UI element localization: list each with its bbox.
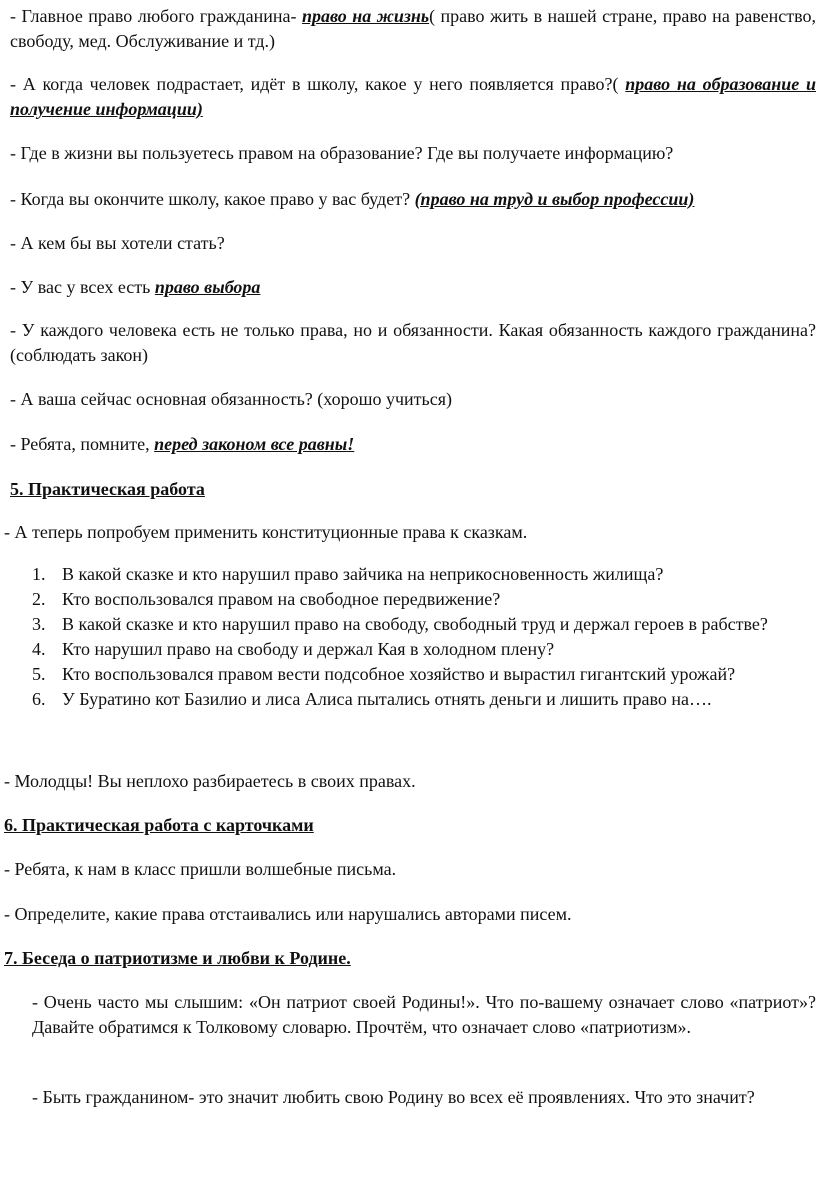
paragraph-right-to-education: [10, 72, 816, 122]
emphasis-all-equal: перед законом все равны!: [154, 434, 355, 454]
list-item: [22, 687, 816, 712]
paragraph-duties: - У каждого человека есть не только права, но и обязанности. Какая обязанность каждого гражданина? (соблюдать закон): [10, 320, 816, 365]
text-run: ( право жить в нашей стране, право на равенство, свободу, мед. Обслуживание и тд.): [10, 6, 816, 51]
paragraph-where-education: - Где в жизни вы пользуетесь правом на образование? Где вы получаете информацию?: [10, 143, 674, 163]
list-item-text: У Буратино кот Базилио и лиса Алиса пытались отнять деньги и лишить право на….: [62, 689, 712, 709]
list-item-number: 4.: [32, 639, 46, 659]
section-6-paragraph-define: - Определите, какие права отстаивались или нарушались авторами писем.: [4, 904, 572, 924]
text-run: - Ребята, помните,: [10, 434, 155, 454]
text-run: - А когда человек подрастает, идёт в школу, какое у него появляется право?(: [10, 74, 626, 94]
section-7-heading: 7. Беседа о патриотизме и любви к Родине.: [4, 948, 351, 968]
emphasis-right-to-education: право на образование и получение информации): [10, 74, 816, 119]
list-item: [22, 637, 816, 662]
list-item-text: В какой сказке и кто нарушил право зайчика на неприкосновенность жилища?: [62, 564, 664, 584]
tasks-list: [22, 562, 816, 712]
section-5-intro: - А теперь попробуем применить конституционные права к сказкам.: [4, 522, 528, 542]
section-7-paragraph-patriot: - Очень часто мы слышим: «Он патриот своей Родины!». Что по-вашему означает слово «патриот»? Давайте обратимся к Толковому словарю. Прочтём, что означает слово «патриотизм».: [32, 992, 816, 1037]
list-item: [22, 587, 816, 612]
list-item-number: 2.: [32, 589, 46, 609]
emphasis-right-to-work: (право на труд и выбор профессии): [414, 189, 695, 209]
section-5-heading: 5. Практическая работа: [10, 479, 205, 499]
paragraph-right-to-life: [10, 4, 816, 54]
list-item-text: Кто воспользовался правом вести подсобное хозяйство и вырастил гигантский урожай?: [62, 664, 736, 684]
emphasis-right-of-choice: право выбора: [154, 277, 261, 297]
list-item-number: 5.: [32, 664, 46, 684]
text-run: - Главное право любого гражданина-: [10, 6, 302, 26]
section-6-paragraph-letters: - Ребята, к нам в класс пришли волшебные письма.: [4, 859, 397, 879]
paragraph-right-of-choice: [10, 275, 816, 300]
paragraph-well-done: - Молодцы! Вы неплохо разбираетесь в своих правах.: [4, 771, 416, 791]
text-run: - У вас у всех есть: [10, 277, 155, 297]
list-item-text: В какой сказке и кто нарушил право на свободу, свободный труд и держал героев в рабстве?: [62, 614, 768, 634]
paragraph-main-duty: - А ваша сейчас основная обязанность? (хорошо учиться): [10, 389, 452, 409]
list-item-number: 1.: [32, 564, 46, 584]
text-run: - Когда вы окончите школу, какое право у вас будет?: [10, 189, 415, 209]
paragraph-who-become: - А кем бы вы хотели стать?: [10, 233, 225, 253]
paragraph-right-to-work: [10, 187, 816, 212]
list-item-text: Кто воспользовался правом на свободное передвижение?: [62, 589, 501, 609]
paragraph-all-equal: [10, 432, 816, 457]
list-item-number: 3.: [32, 614, 46, 634]
section-7-paragraph-citizen: - Быть гражданином- это значит любить свою Родину во всех её проявлениях. Что это значит?: [32, 1087, 755, 1107]
list-item: [22, 562, 816, 587]
list-item: [22, 612, 816, 637]
list-item-number: 6.: [32, 689, 46, 709]
emphasis-right-to-life: право на жизнь: [301, 6, 430, 26]
list-item-text: Кто нарушил право на свободу и держал Кая в холодном плену?: [62, 639, 555, 659]
section-6-heading: 6. Практическая работа с карточками: [4, 815, 314, 835]
list-item: [22, 662, 816, 687]
